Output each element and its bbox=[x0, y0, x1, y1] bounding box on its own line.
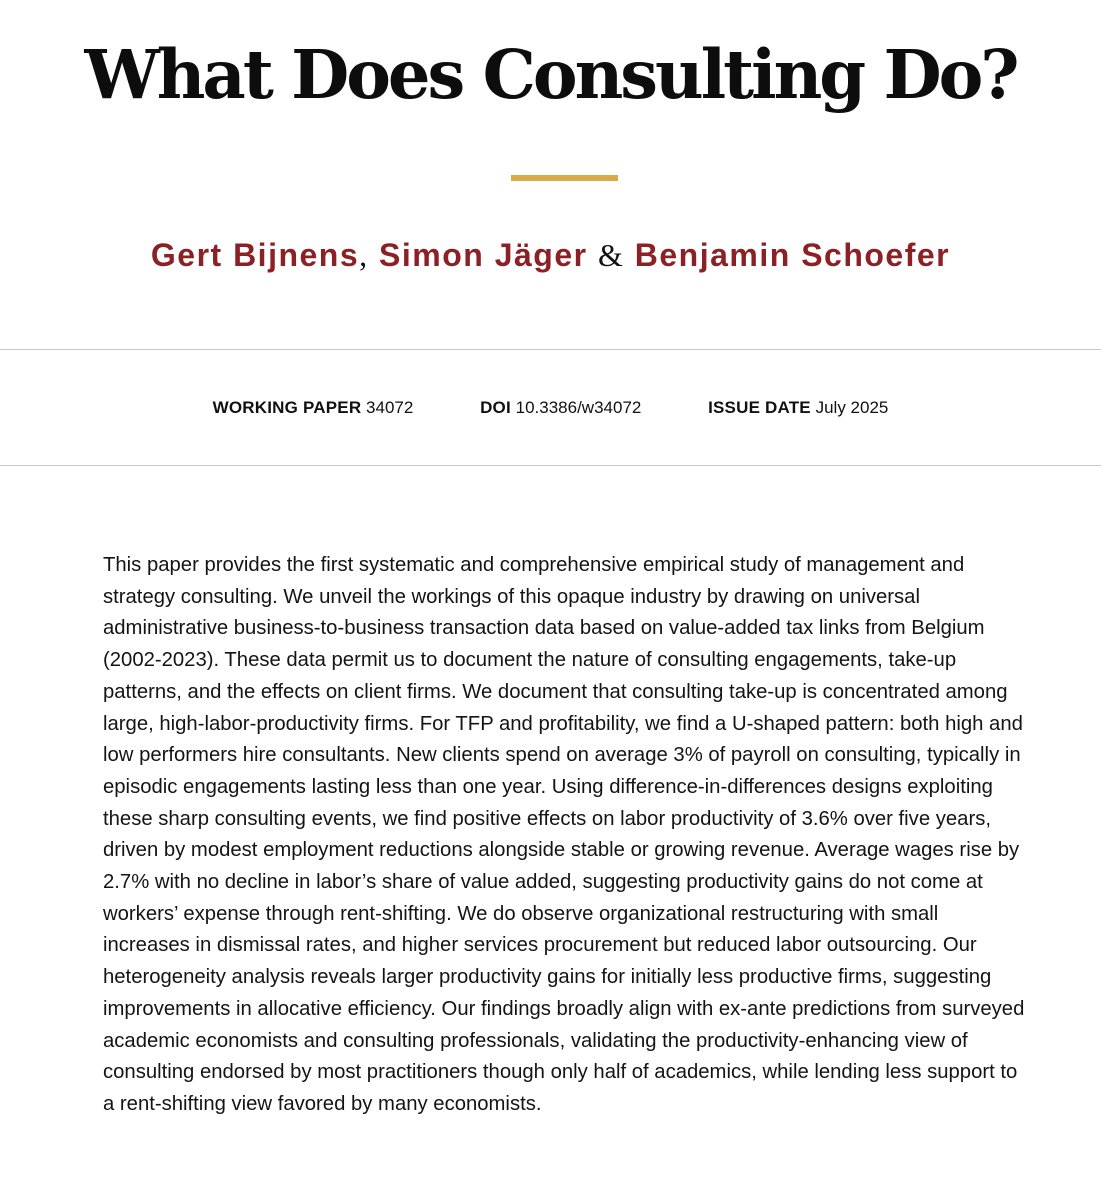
paper-title: What Does Consulting Do? bbox=[84, 35, 1017, 114]
title-accent-rule bbox=[511, 175, 618, 181]
abstract-text: This paper provides the first systematic and comprehensive empirical study of management and strategy consulting. We unveil the workings of this opaque industry by drawing on universal administrative business-to-business transaction data based on value-added tax links from Belgium (2002-2023). These data permit us to document the nature of consulting engagements, take-up patterns, and the effects on client firms. We document that consulting take-up is concentrated among large, high-labor-productivity firms. For TFP and profitability, we find a U-shaped pattern: both high and low performers hire consultants. New clients spend on average 3% of payroll on consulting, typically in episodic engagements lasting less than one year. Using difference-in-differences designs exploiting these sharp consulting events, we find positive effects on labor productivity of 3.6% over five years, driven by modest employment reductions alongside stable or growing revenue. Average wages rise by 2.7% with no decline in labor’s share of value added, suggesting productivity gains do not come at workers’ expense through rent-shifting. We do observe organizational restructuring with small increases in dismissal rates, and higher services procurement but reduced labor outsourcing. Our heterogeneity analysis reveals larger productivity gains for initially less productive firms, suggesting improvements in allocative efficiency. Our findings broadly align with ex-ante predictions from surveyed academic economists and consulting professionals, validating the productivity-enhancing view of consulting endorsed by most practitioners though only half of academics, while lending less support to a rent-shifting view favored by many economists. bbox=[103, 554, 1025, 1115]
doi-label: DOI bbox=[480, 398, 511, 417]
issue-date-value: July 2025 bbox=[815, 398, 889, 417]
author-link-gert-bijnens[interactable]: Gert Bijnens bbox=[150, 237, 360, 273]
paper-metadata-band bbox=[0, 349, 1101, 466]
issue-date bbox=[708, 396, 888, 420]
paper-metadata-row bbox=[0, 396, 1101, 420]
author-link-benjamin-schoefer[interactable]: Benjamin Schoefer bbox=[634, 237, 951, 273]
author-separator-comma: , bbox=[359, 237, 369, 273]
working-paper-label: WORKING PAPER bbox=[212, 398, 362, 417]
working-paper-number bbox=[213, 396, 414, 420]
doi bbox=[480, 396, 641, 420]
working-paper-value: 34072 bbox=[366, 398, 414, 417]
author-list bbox=[0, 233, 1101, 277]
issue-date-label: ISSUE DATE bbox=[708, 398, 811, 417]
doi-value: 10.3386/w34072 bbox=[515, 398, 642, 417]
author-separator-ampersand: & bbox=[597, 237, 625, 273]
author-link-simon-jager[interactable]: Simon Jäger bbox=[379, 237, 588, 273]
